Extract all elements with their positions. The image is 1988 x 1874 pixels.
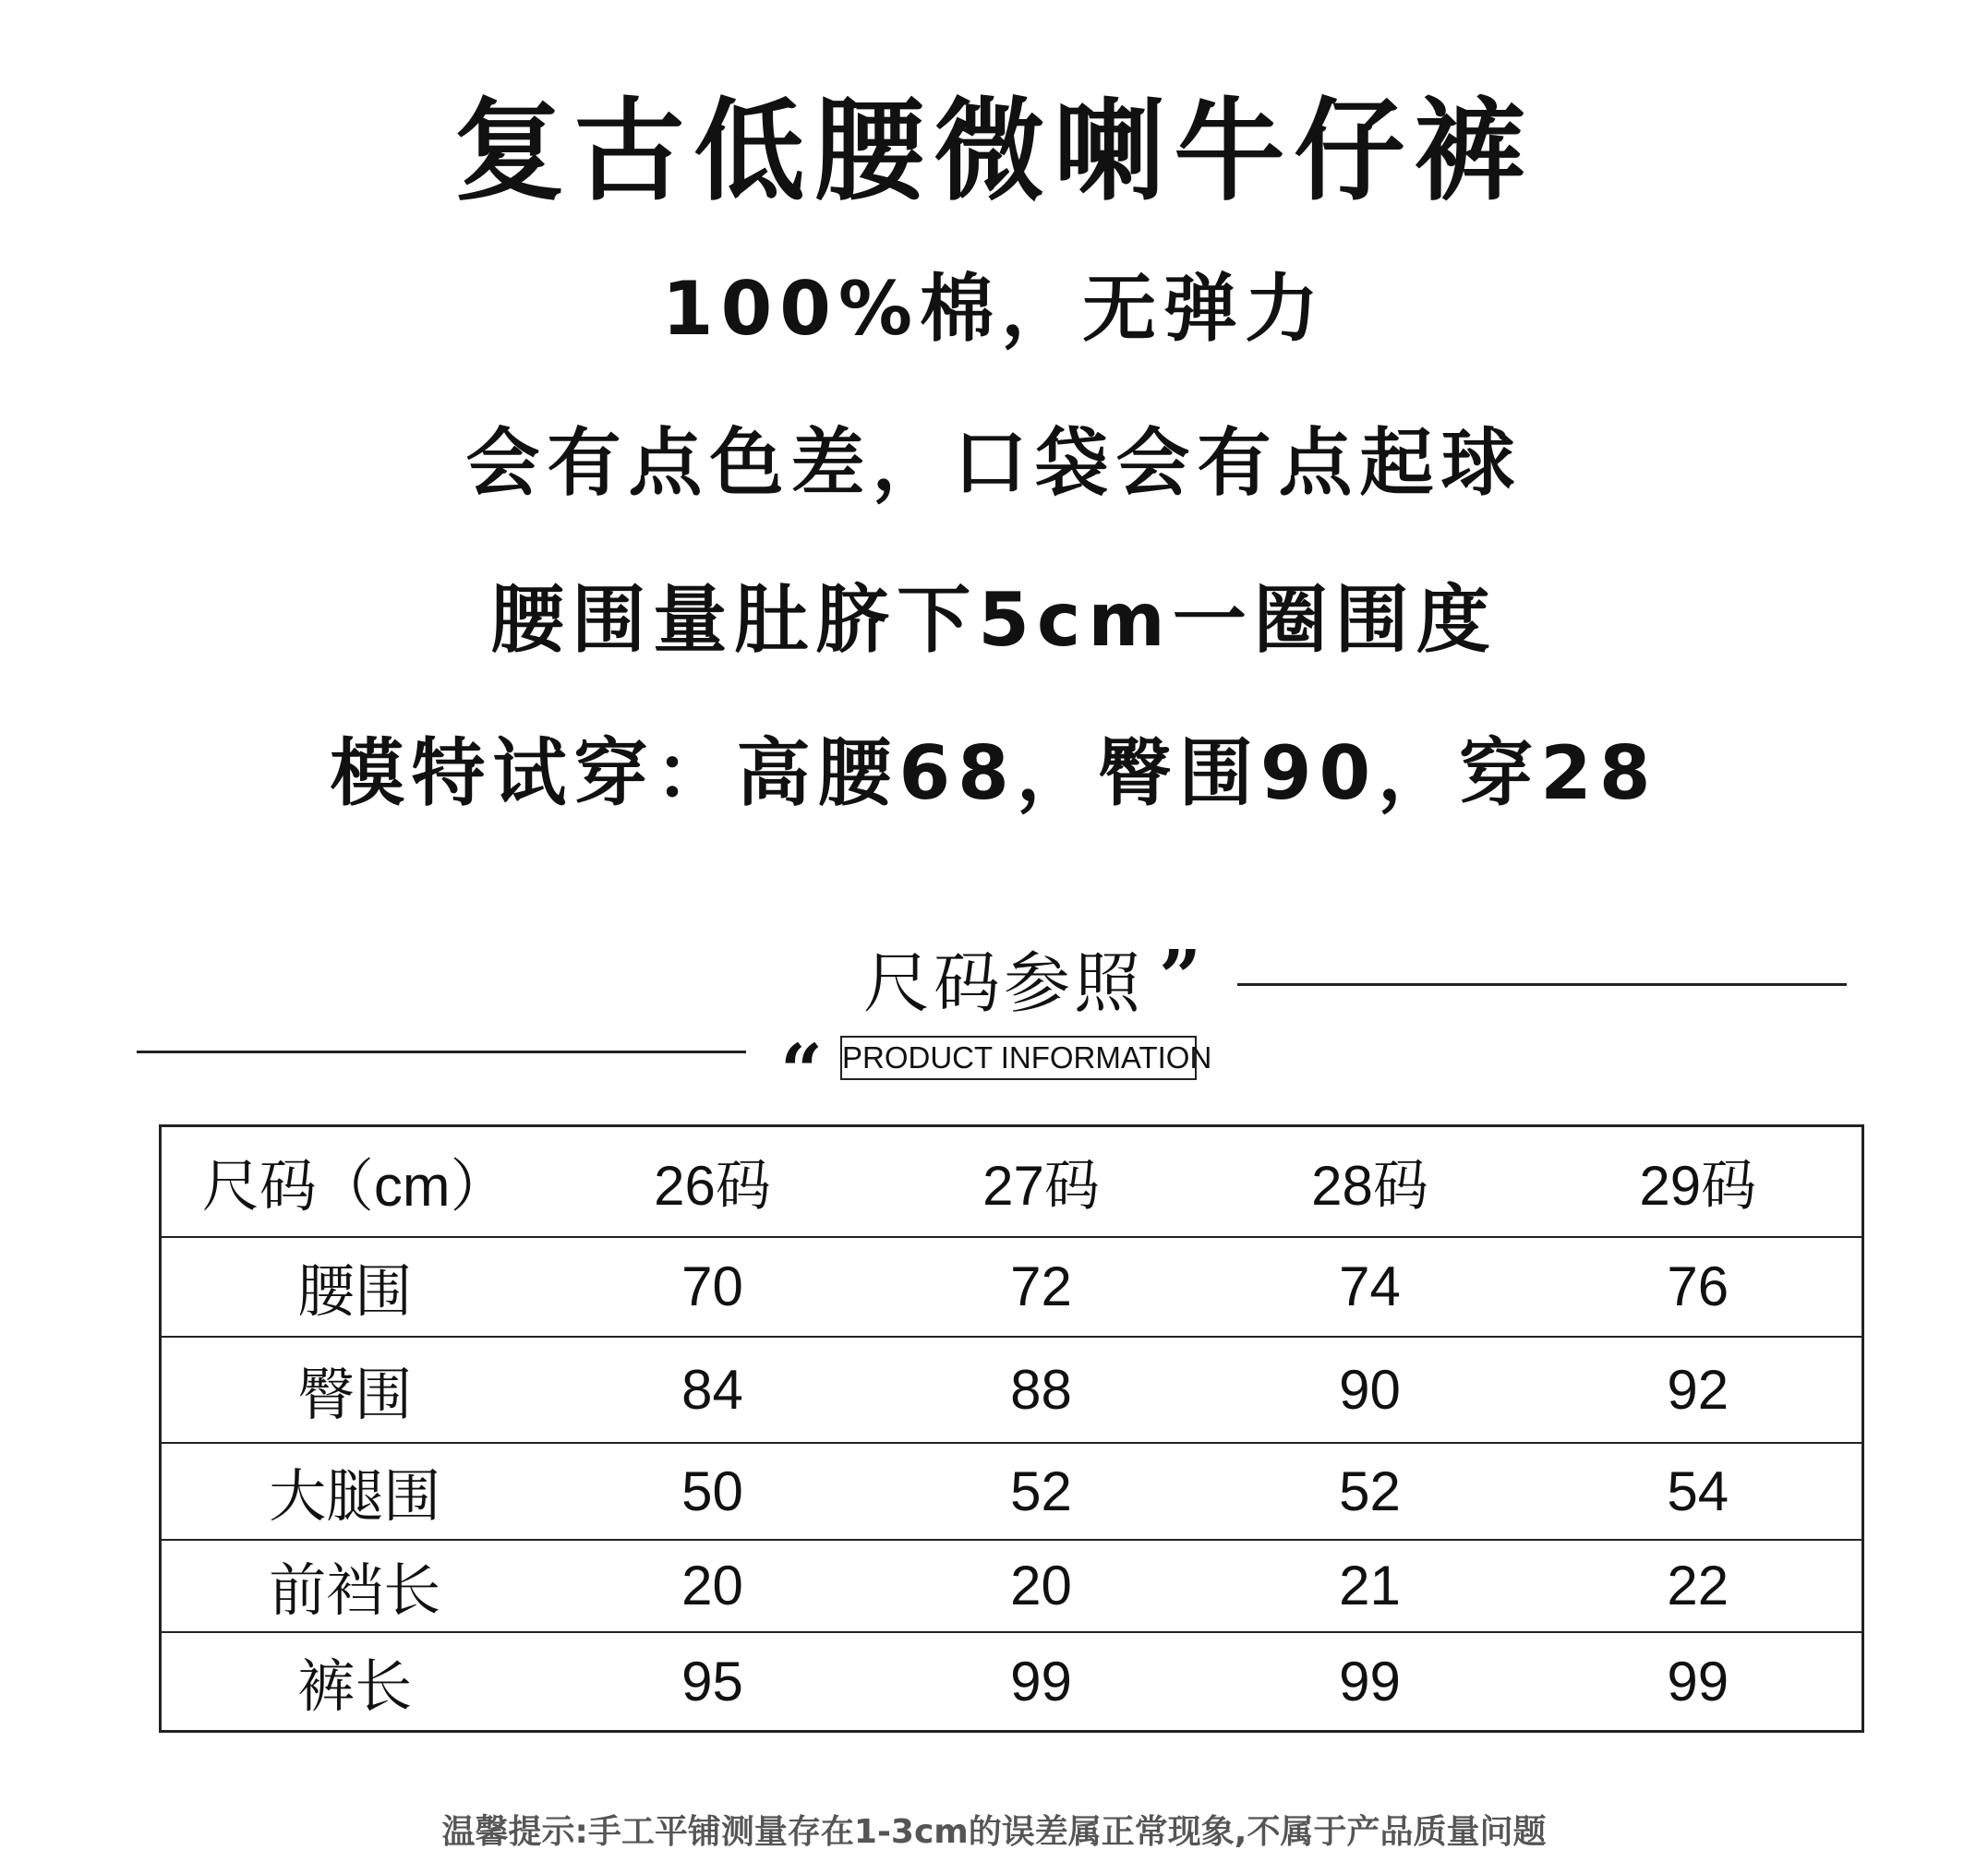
row-label: 腰围 <box>161 1237 548 1337</box>
table-row <box>161 1443 1863 1540</box>
table-cell: 52 <box>1206 1443 1535 1540</box>
table-cell: 72 <box>877 1237 1206 1337</box>
table-cell: 20 <box>548 1540 877 1632</box>
quote-close-mark: ” <box>1159 933 1202 1020</box>
table-cell: 74 <box>1206 1237 1535 1337</box>
table-header-row <box>161 1126 1863 1237</box>
table-cell: 52 <box>877 1443 1206 1540</box>
section-title: 尺码参照 <box>863 944 1145 1022</box>
size-header: 28码 <box>1311 1154 1428 1217</box>
table-cell: 92 <box>1535 1337 1863 1443</box>
table-cell: 22 <box>1535 1540 1863 1632</box>
size-header: 27码 <box>982 1154 1100 1217</box>
table-row <box>161 1540 1863 1632</box>
table-cell: 50 <box>548 1443 877 1540</box>
model-fit-note: 模特试穿：高腰68，臀围90，穿28 <box>330 730 1658 816</box>
page-title: 复古低腰微喇牛仔裤 <box>453 88 1535 216</box>
table-cell: 95 <box>548 1632 877 1732</box>
row-label: 裤长 <box>161 1632 548 1732</box>
size-header: 26码 <box>654 1154 771 1217</box>
table-row <box>161 1237 1863 1337</box>
table-cell: 20 <box>877 1540 1206 1632</box>
table-cell: 90 <box>1206 1337 1535 1443</box>
table-cell: 99 <box>1206 1632 1535 1732</box>
size-table <box>159 1124 1864 1733</box>
size-header: 29码 <box>1639 1154 1757 1217</box>
table-cell: 54 <box>1535 1443 1863 1540</box>
divider-left <box>137 1051 746 1053</box>
table-cell: 84 <box>548 1337 877 1443</box>
table-cell: 76 <box>1535 1237 1863 1337</box>
table-cell: 99 <box>1535 1632 1863 1732</box>
table-row <box>161 1337 1863 1443</box>
color-note: 会有点色差，口袋会有点起球 <box>465 420 1523 506</box>
row-label: 大腿围 <box>161 1443 548 1540</box>
table-row <box>161 1632 1863 1732</box>
header-label: 尺码（cm） <box>201 1155 508 1219</box>
table-cell: 70 <box>548 1237 877 1337</box>
waist-measure-note: 腰围量肚脐下5cm一圈围度 <box>490 577 1498 663</box>
table-cell: 99 <box>877 1632 1206 1732</box>
divider-right <box>1237 983 1847 986</box>
material-note: 100%棉，无弹力 <box>661 266 1327 352</box>
section-subtitle: PRODUCT INFORMATION <box>840 1036 1197 1080</box>
table-cell: 21 <box>1206 1540 1535 1632</box>
row-label: 前裆长 <box>161 1540 548 1632</box>
footer-note: 温馨提示:手工平铺测量存在1-3cm的误差属正常现象,不属于产品质量问题 <box>441 1813 1547 1851</box>
quote-open-mark: “ <box>780 1027 824 1114</box>
row-label: 臀围 <box>161 1337 548 1443</box>
table-cell: 88 <box>877 1337 1206 1443</box>
